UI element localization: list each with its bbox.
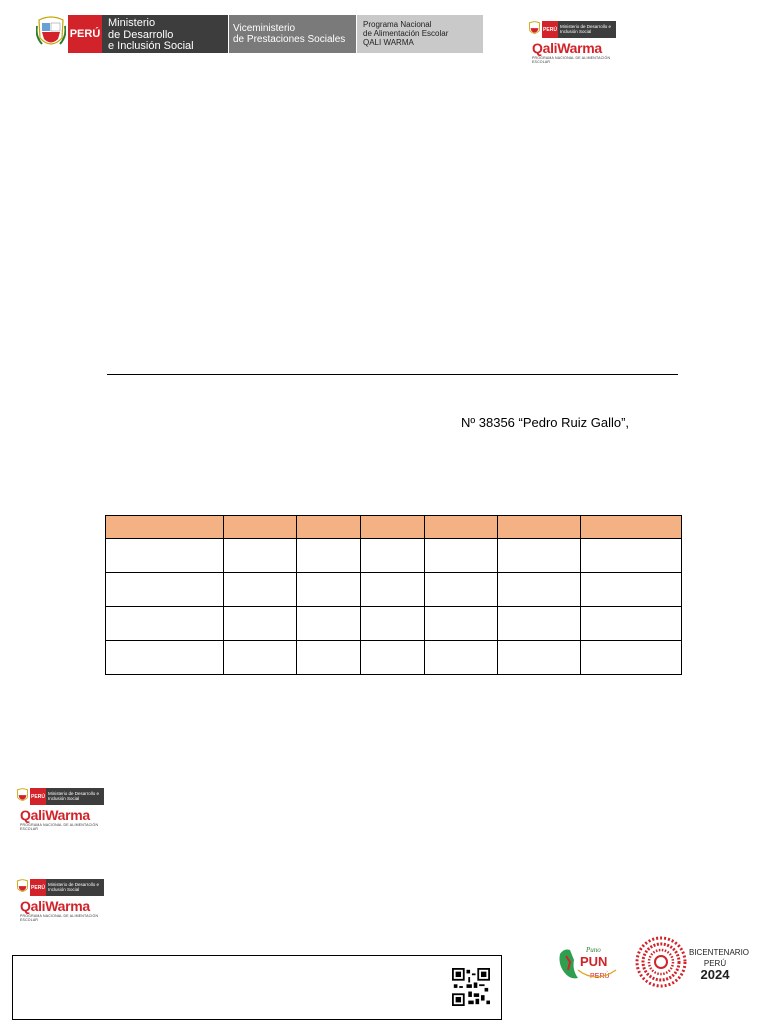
- table-header-row: [106, 516, 682, 539]
- table-header-cell: [581, 516, 682, 539]
- ministry-label: Ministerio de Desarrollo e Inclusión Social: [102, 15, 228, 53]
- peru-label: PERÚ: [68, 15, 102, 53]
- svg-text:PUN: PUN: [580, 954, 608, 969]
- coat-of-arms-icon: [528, 21, 542, 38]
- coat-of-arms-icon: [16, 879, 30, 896]
- table-row: [106, 539, 682, 573]
- table-header-cell: [297, 516, 361, 539]
- svg-text:PERÚ: PERÚ: [590, 973, 610, 980]
- table-row: [106, 607, 682, 641]
- viceministry-label: Viceministerio de Prestaciones Sociales: [228, 15, 356, 53]
- qaliwarma-logo-signature-1: PERÚ Ministerio de Desarrollo e Inclusión Social QaliWarma PROGRAMA NACIONAL DE ALIMENTACIÓN ESCOLAR: [16, 788, 108, 828]
- qaliwarma-logo-signature-2: PERÚ Ministerio de Desarrollo e Inclusión Social QaliWarma PROGRAMA NACIONAL DE ALIMENTACIÓN ESCOLAR: [16, 879, 108, 919]
- program-label: Programa Nacional de Alimentación Escolar QALI WARMA: [356, 15, 483, 53]
- header-banner: [34, 15, 483, 53]
- table-header-cell: [106, 516, 224, 539]
- table-header-cell: [498, 516, 581, 539]
- table-header-cell: [361, 516, 425, 539]
- qaliwarma-logo: PERÚ Ministerio de Desarrollo e Inclusión Social QaliWarma PROGRAMA NACIONAL DE ALIMENTACIÓN ESCOLAR: [528, 21, 620, 61]
- bicentenario-text: BICENTENARIO PERÚ 2024: [689, 948, 750, 982]
- separator-line: [107, 374, 678, 375]
- table-header-cell: [425, 516, 498, 539]
- qaliwarma-brand: QaliWarma: [532, 40, 602, 56]
- data-table: [105, 515, 682, 675]
- footer-verification-box: [12, 955, 502, 1020]
- qr-code-icon: [452, 968, 490, 1006]
- school-name: Nº 38356 “Pedro Ruiz Gallo”,: [461, 415, 630, 430]
- puno-peru-logo: [556, 940, 618, 986]
- svg-text:Puno: Puno: [586, 946, 601, 954]
- coat-of-arms-icon: [34, 15, 68, 53]
- coat-of-arms-icon: [16, 788, 30, 805]
- bicentenario-emblem-icon: [634, 935, 688, 989]
- table-header-cell: [224, 516, 297, 539]
- table-row: [106, 641, 682, 675]
- table-row: [106, 573, 682, 607]
